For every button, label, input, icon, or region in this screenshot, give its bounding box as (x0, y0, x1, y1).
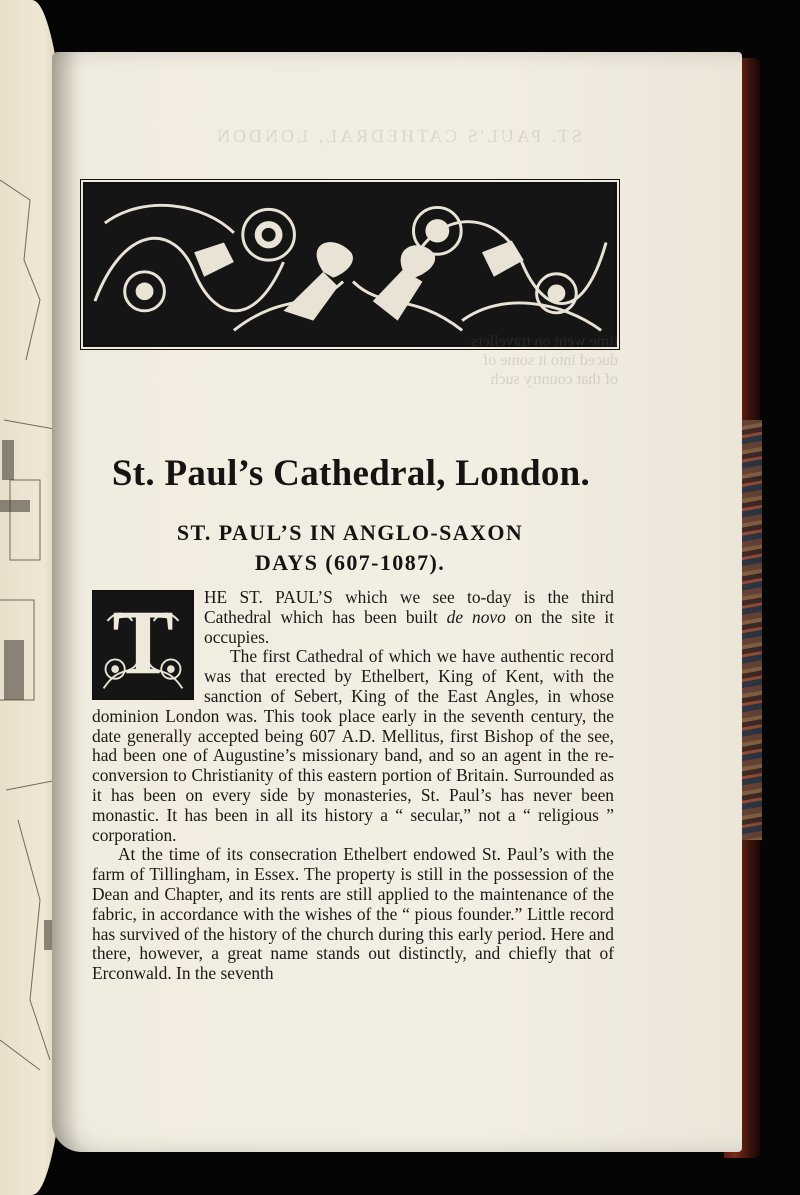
section-title-line-2: DAYS (607-1087). (254, 550, 446, 575)
section-title (100, 518, 600, 578)
marbled-endpaper (742, 420, 762, 840)
page-title: St. Paul’s Cathedral, London. (111, 453, 591, 494)
drop-cap (92, 590, 194, 700)
drop-cap-letter: T (112, 591, 174, 693)
show-through-header: ST. PAUL'S CATHEDRAL, LONDON (214, 126, 582, 146)
paragraph-1-tail: on the site it occupies. (204, 606, 614, 647)
show-through-text: time went on travellers duced into it some of of that country such (470, 333, 618, 388)
paragraph-1-text: HE ST. PAUL’S which we see to-day is the third Cathedral which has been built (204, 587, 614, 627)
section-title-line-1: ST. PAUL’S IN ANGLO-SAXON (176, 520, 524, 545)
paragraph-2-tail: Mellitus, first Bishop of the see, had been one of Augustine’s missionary band, and so an agent in the re-conversion to Christianity of this eastern portion of Britain. Surrounded as it has been on every side by monasteries, St. Paul’s has never been monastic. It has been in all its history a “ secular,” not a “ religious ” corporation. (92, 725, 614, 845)
body-text (92, 588, 614, 984)
ornamental-headpiece (83, 182, 617, 347)
paragraph-3: At the time of its consecration Ethelbert endowed St. Paul’s with the farm of Tillingham, in Essex. The property is still in the possession of the Dean and Chapter, and its rents are still applied to the maintenance of the fabric, in accordance with the wishes of the “ pious founder.” Little record has survived of the history of the church during this early period. Here and there, however, a great name stands out distinctly, and chiefly that of Erconwald. In the seventh (92, 844, 614, 984)
era-abbreviation: A.D. (341, 725, 376, 746)
paragraph-2-text: The first Cathedral of which we have authentic record was that erected by Ethelbert, King of Kent, with the sanction of Sebert, King of the East Angles, in whose dominion London was. This took place early in the seventh century, the date generally accepted being 607 (92, 646, 614, 746)
italic-phrase: de novo (446, 606, 506, 627)
